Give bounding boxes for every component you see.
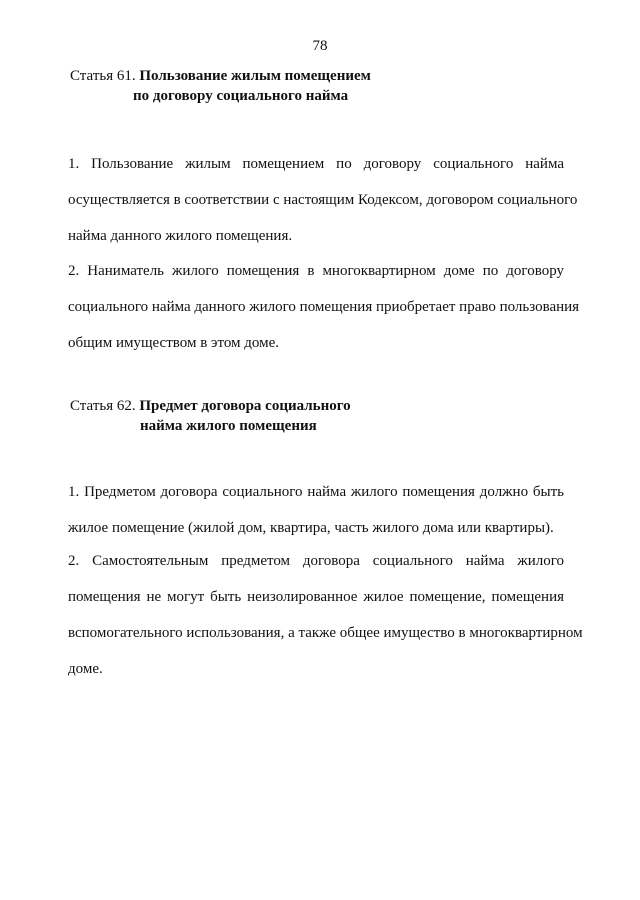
- paragraph-line: найма данного жилого помещения.: [68, 228, 293, 244]
- article-label: Статья 62.: [70, 398, 136, 414]
- article-62-heading: [70, 396, 351, 436]
- paragraph-line: 2. Самостоятельным предметом договора социального найма жилого: [68, 553, 564, 569]
- paragraph-line: 1. Пользование жилым помещением по договору социального найма: [68, 156, 564, 172]
- paragraph-line: 2. Наниматель жилого помещения в многоквартирном доме по договору: [68, 263, 564, 279]
- article-61-paragraph-2: [68, 253, 580, 361]
- paragraph-line: доме.: [68, 661, 103, 677]
- article-61-paragraph-1: [68, 146, 578, 254]
- article-title-line-1: Пользование жилым помещением: [139, 68, 371, 84]
- article-label: Статья 61.: [70, 68, 136, 84]
- article-61-heading: [70, 66, 371, 106]
- paragraph-line: общим имуществом в этом доме.: [68, 335, 280, 351]
- paragraph-line: помещения не могут быть неизолированное жилое помещение, помещения: [68, 589, 564, 605]
- page-number: 78: [312, 38, 328, 54]
- paragraph-line: 1. Предметом договора социального найма жилого помещения должно быть: [68, 484, 564, 500]
- article-title-line-2: по договору социального найма: [133, 88, 349, 104]
- article-title-line-1: Предмет договора социального: [139, 398, 351, 414]
- article-title-line-2: найма жилого помещения: [140, 418, 317, 434]
- article-62-paragraph-2: [68, 543, 583, 687]
- paragraph-line: социального найма данного жилого помещения приобретает право пользования: [68, 299, 580, 315]
- article-62-paragraph-1: [68, 474, 564, 546]
- paragraph-line: жилое помещение (жилой дом, квартира, часть жилого дома или квартиры).: [68, 520, 554, 536]
- paragraph-line: осуществляется в соответствии с настоящим Кодексом, договором социального: [68, 192, 578, 208]
- paragraph-line: вспомогательного использования, а также общее имущество в многоквартирном: [68, 625, 583, 641]
